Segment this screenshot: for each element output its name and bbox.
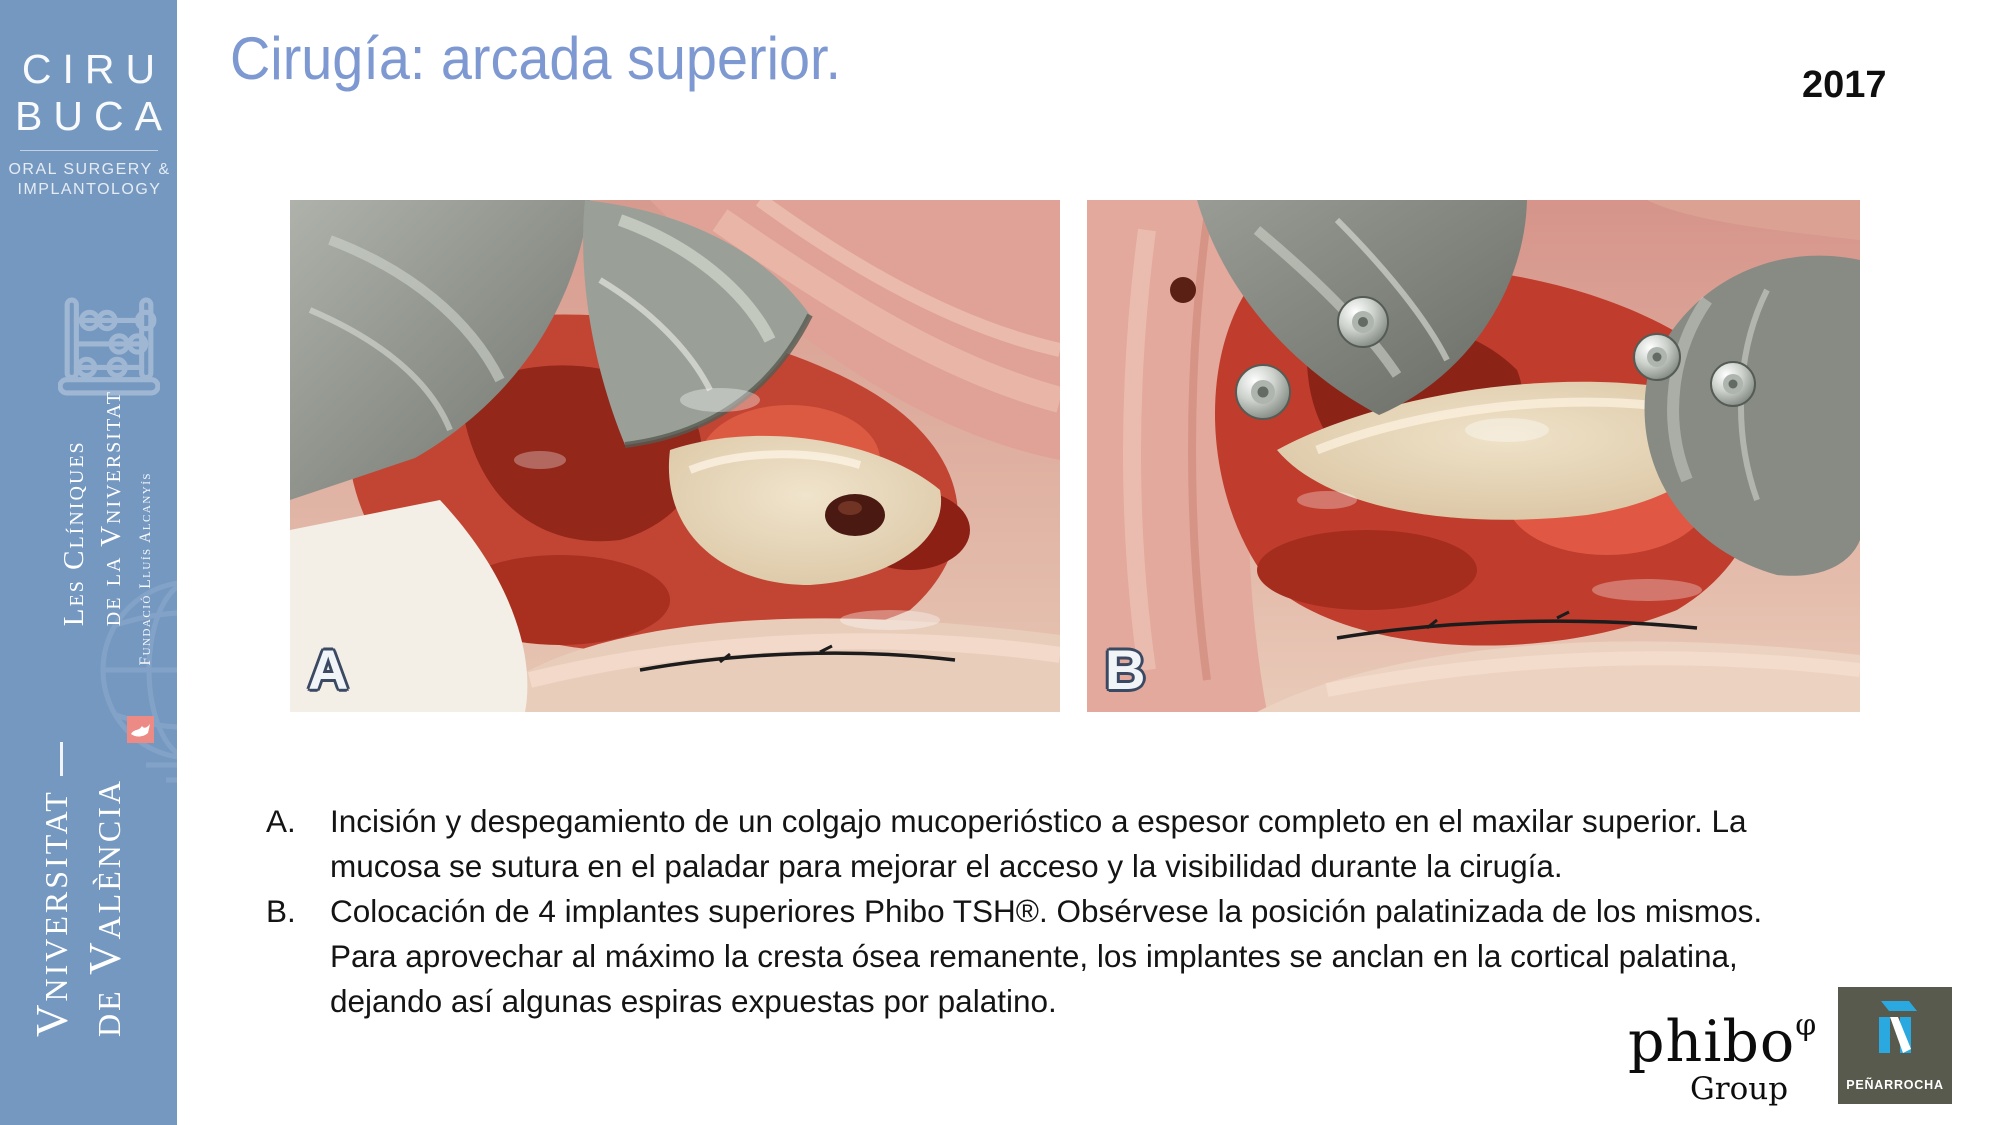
sidebar: [0, 0, 177, 1125]
cirubuca-logo: [0, 46, 177, 200]
phibo-text: phibo: [1628, 1009, 1796, 1075]
brand-line-1: CIRU: [21, 46, 167, 92]
caption-a-line-1: Incisión y despegamiento de un colgajo mucoperióstico a espesor completo en el maxilar superior. La: [330, 803, 1747, 839]
caption-b-line-1: Colocación de 4 implantes superiores Phibo TSH®. Obsérvese la posición palatinizada de los mismos.: [330, 893, 1763, 929]
phibo-group-logo: [1628, 996, 1817, 1107]
clinics-line-2: de la Vniversitat: [95, 390, 127, 627]
sidebar-text-separator: [60, 742, 63, 776]
caption-list: [266, 799, 1906, 1024]
surgical-photo-b: [1087, 200, 1860, 712]
phibo-phi-symbol: φ: [1795, 1008, 1817, 1043]
figure-b-label: B: [1105, 638, 1146, 701]
brand-divider: [20, 150, 158, 151]
phibo-wordmark: [1628, 996, 1817, 1075]
brand-subtitle-1: ORAL SURGERY &: [8, 161, 171, 178]
phibo-group-text: Group: [1690, 1071, 1789, 1107]
university-line-2: de València: [80, 778, 130, 1038]
penarrocha-n-icon: [1865, 997, 1925, 1061]
clinics-line-1: Les Clíniques: [58, 440, 90, 627]
caption-a-line-2: mucosa se sutura en el paladar para mejorar el acceso y la visibilidad durante la cirugía.: [330, 848, 1563, 884]
clinics-vertical-text: [56, 390, 130, 626]
university-vertical-text: [26, 778, 132, 1037]
surgical-photo-b-illustration: [1087, 200, 1860, 712]
caption-a-marker: A.: [266, 803, 296, 839]
university-line-1: Vniversitat: [27, 789, 77, 1038]
slide-year: 2017: [1802, 64, 1887, 106]
brand-subtitle-2: IMPLANTOLOGY: [17, 181, 162, 198]
surgical-photo-a-illustration: [290, 200, 1060, 712]
caption-b-marker: B.: [266, 893, 296, 929]
abacus-icon: [58, 296, 160, 398]
slide-title: Cirugía: arcada superior.: [230, 25, 842, 92]
caption-item-a: [266, 799, 1906, 889]
penarrocha-wordmark: PEÑARROCHA: [1846, 1078, 1944, 1092]
caption-b-line-2: Para aprovechar al máximo la cresta ósea remanente, los implantes se anclan en la cortical palatina,: [330, 938, 1738, 974]
brand-line-2: BUCA: [15, 93, 173, 139]
fundacio-vertical-text: Fundació Lluís Alcanyís: [137, 472, 154, 666]
caption-a-text: [330, 799, 1906, 889]
fundacio-logo-icon: [127, 716, 154, 743]
figure-a-label: A: [308, 638, 349, 701]
caption-b-line-3: dejando así algunas espiras expuestas por palatino.: [330, 983, 1057, 1019]
surgical-photo-a: [290, 200, 1060, 712]
penarrocha-logo: [1838, 987, 1952, 1104]
